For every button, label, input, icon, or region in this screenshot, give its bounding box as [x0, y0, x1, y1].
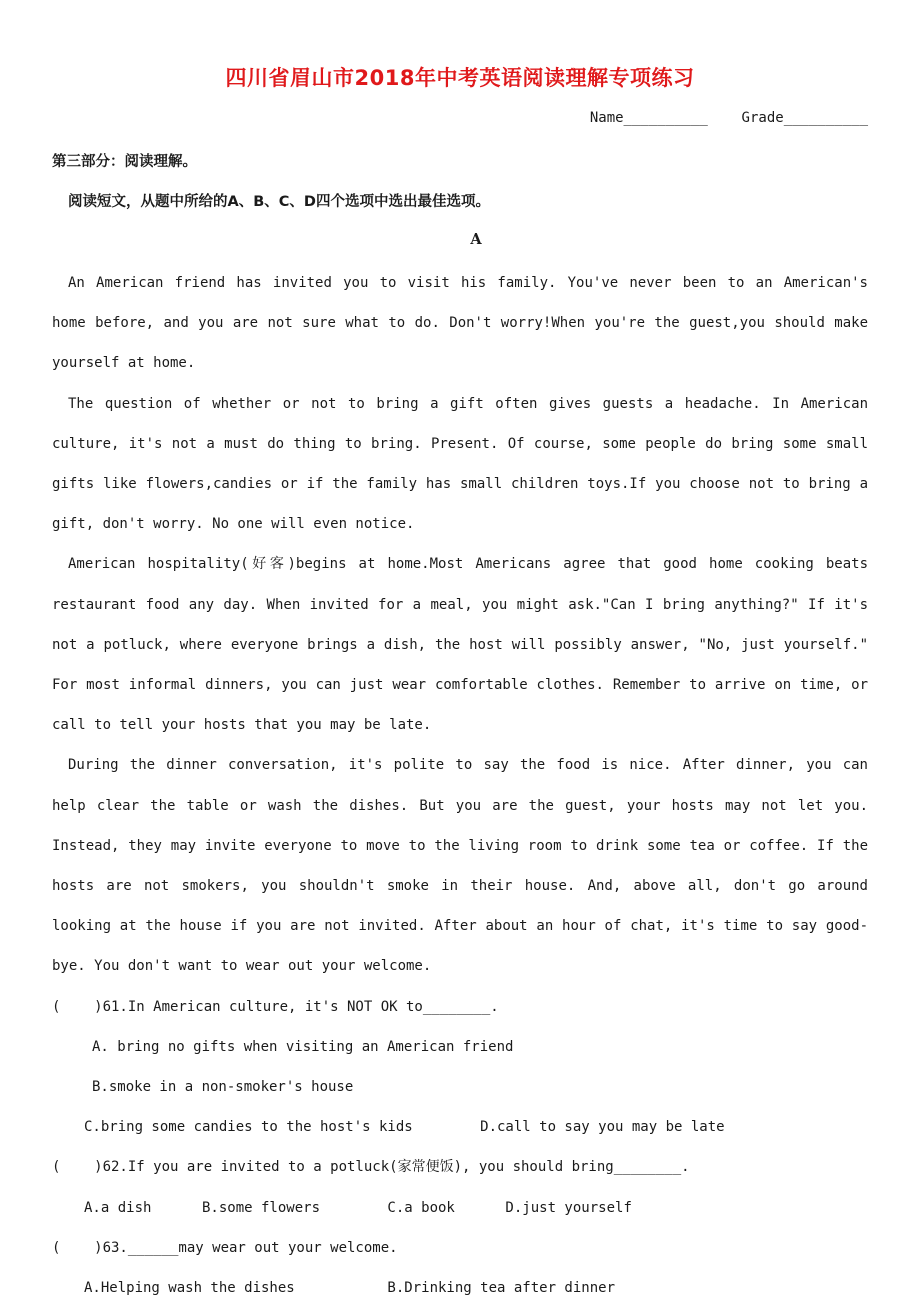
question-62-options: A.a dish B.some flowers C.a book D.just yourself [84, 1199, 632, 1216]
instruction: 阅读短文，从题中所给的A、B、C、D四个选项中选出最佳选项。 [68, 194, 490, 210]
question-61-option-a: A. bring no gifts when visiting an American friend [92, 1038, 514, 1055]
question-61-option-b: B.smoke in a non-smoker's house [92, 1079, 354, 1096]
passage-body [52, 263, 868, 1308]
passage-paragraph: American hospitality(好客)begins at home.Most Americans agree that good home cooking beats restaurant food any day. When invited for a meal, you might ask."Can I bring anything?" If it's not a potluck, where everyone brings a dish, the host will possibly answer, "No, just yourself." For most informal dinners, you can just wear comfortable clothes. Remember to arrive on time, or call to tell your hosts that you may be late. [52, 556, 868, 734]
question-63-stem: ( )63.______may wear out your welcome. [52, 1239, 398, 1256]
name-grade-line: Name__________ Grade__________ [589, 110, 868, 126]
passage-label: A [470, 231, 482, 248]
passage-paragraph: The question of whether or not to bring a gift often gives guests a headache. In American culture, it's not a must do thing to bring. Present. Of course, some people do bring some small gifts like flowers,candies or if the family has small children toys.If you choose not to bring a gift, don't worry. No one will even notice. [52, 395, 868, 533]
document-title: 四川省眉山市2018年中考英语阅读理解专项练习 [225, 66, 695, 90]
passage-paragraph: An American friend has invited you to visit his family. You've never been to an American's home before, and you are not sure what to do. Don't worry!When you're the guest,you should make yourself at home. [52, 275, 868, 372]
question-61-stem: ( )61.In American culture, it's NOT OK to________. [52, 998, 499, 1015]
question-63-options: A.Helping wash the dishes B.Drinking tea after dinner [84, 1280, 616, 1297]
passage-paragraph: During the dinner conversation, it's polite to say the food is nice. After dinner, you can help clear the table or wash the dishes. But you are the guest, your hosts may not let you. Instead, they may invite everyone to move to the living room to drink some tea or coffee. If the hosts are not smokers, you shouldn't smoke in their house. And, above all, don't go around looking at the house if you are not invited. After about an hour of chat, it's time to say good-bye. You don't want to wear out your welcome. [52, 757, 868, 975]
question-62-stem: ( )62.If you are invited to a potluck(家常便饭), you should bring________. [52, 1159, 690, 1176]
question-61-options-cd: C.bring some candies to the host's kids D.call to say you may be late [84, 1119, 725, 1136]
section-heading: 第三部分：阅读理解。 [52, 154, 197, 170]
